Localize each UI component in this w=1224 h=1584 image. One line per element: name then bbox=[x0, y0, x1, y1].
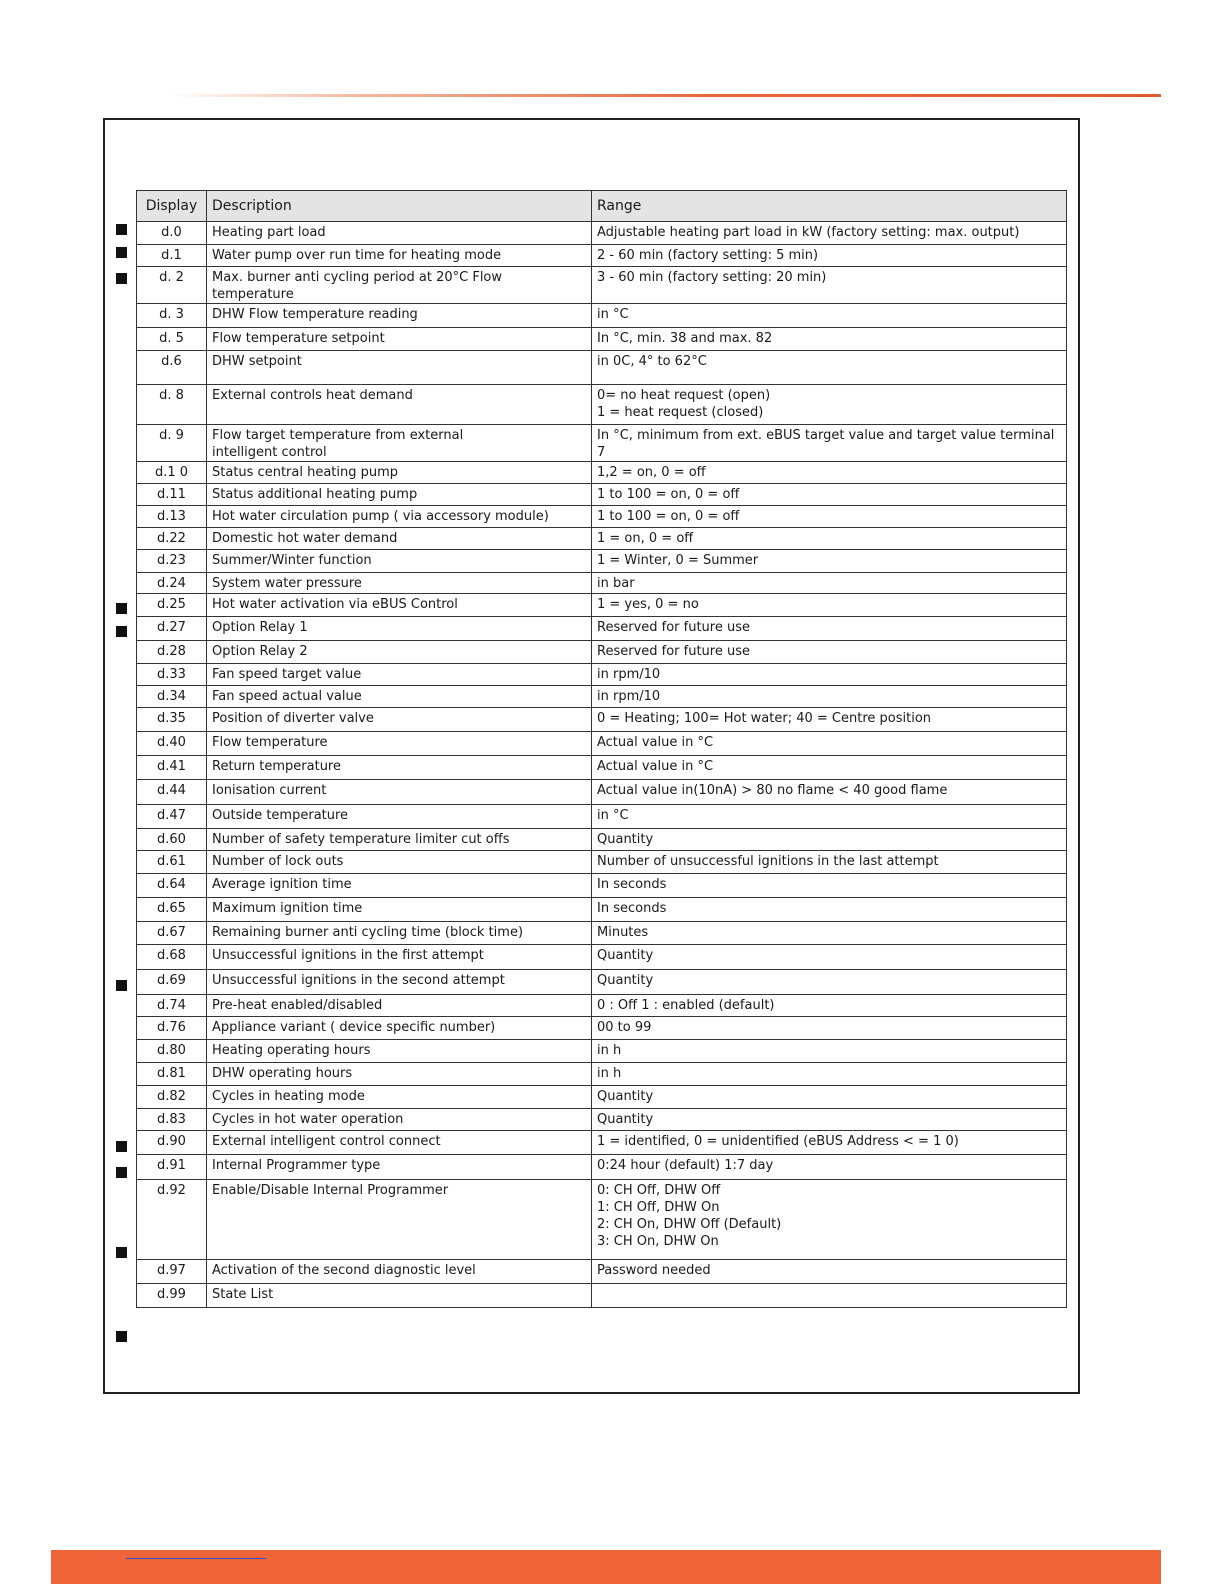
row-range: Reserved for future use bbox=[592, 617, 1067, 641]
row-description: System water pressure bbox=[207, 573, 592, 594]
table-row bbox=[137, 484, 1067, 506]
row-range: 1 = yes, 0 = no bbox=[592, 594, 1067, 617]
row-description: External intelligent control connect bbox=[207, 1131, 592, 1155]
row-range: 1 to 100 = on, 0 = off bbox=[592, 506, 1067, 528]
row-code: d.80 bbox=[137, 1040, 207, 1063]
table-row bbox=[137, 1180, 1067, 1260]
row-description: Max. burner anti cycling period at 20°C Flow temperature bbox=[207, 267, 592, 304]
row-description: Flow temperature bbox=[207, 732, 592, 756]
table-row bbox=[137, 945, 1067, 970]
row-description: Enable/Disable Internal Programmer bbox=[207, 1180, 592, 1260]
row-range: In seconds bbox=[592, 898, 1067, 922]
row-code: d.41 bbox=[137, 756, 207, 780]
row-range: in h bbox=[592, 1063, 1067, 1086]
row-range: 00 to 99 bbox=[592, 1017, 1067, 1040]
row-code: d.44 bbox=[137, 780, 207, 805]
table-row bbox=[137, 528, 1067, 550]
row-code: d.61 bbox=[137, 851, 207, 874]
row-range: 0: CH Off, DHW Off 1: CH Off, DHW On 2: CH On, DHW Off (Default) 3: CH On, DHW On bbox=[592, 1180, 1067, 1260]
table-row bbox=[137, 385, 1067, 425]
row-range: Reserved for future use bbox=[592, 641, 1067, 664]
table-row bbox=[137, 573, 1067, 594]
table-row bbox=[137, 1040, 1067, 1063]
row-code: d.69 bbox=[137, 970, 207, 995]
row-code: d.35 bbox=[137, 708, 207, 732]
table-row bbox=[137, 425, 1067, 462]
row-description: Return temperature bbox=[207, 756, 592, 780]
row-description: Appliance variant ( device specific number) bbox=[207, 1017, 592, 1040]
row-range: Quantity bbox=[592, 1109, 1067, 1131]
row-description: Summer/Winter function bbox=[207, 550, 592, 573]
row-code: d.22 bbox=[137, 528, 207, 550]
row-code: d.99 bbox=[137, 1284, 207, 1308]
marker-square bbox=[116, 1141, 127, 1152]
row-code: d. 8 bbox=[137, 385, 207, 425]
table-row bbox=[137, 898, 1067, 922]
table-row bbox=[137, 1284, 1067, 1308]
row-code: d. 3 bbox=[137, 304, 207, 328]
row-code: d.76 bbox=[137, 1017, 207, 1040]
row-description: Internal Programmer type bbox=[207, 1155, 592, 1180]
row-code: d.65 bbox=[137, 898, 207, 922]
row-range: In °C, min. 38 and max. 82 bbox=[592, 328, 1067, 351]
table-row bbox=[137, 664, 1067, 686]
row-range: 1 = Winter, 0 = Summer bbox=[592, 550, 1067, 573]
table-row bbox=[137, 506, 1067, 528]
footer-bar bbox=[51, 1550, 1161, 1584]
marker-square bbox=[116, 273, 127, 284]
row-range: 1 = on, 0 = off bbox=[592, 528, 1067, 550]
row-description: Flow target temperature from external intelligent control bbox=[207, 425, 592, 462]
row-code: d.90 bbox=[137, 1131, 207, 1155]
table-row bbox=[137, 222, 1067, 245]
row-range: 0 : Off 1 : enabled (default) bbox=[592, 995, 1067, 1017]
footer-link-underline bbox=[126, 1558, 266, 1559]
row-description: Cycles in heating mode bbox=[207, 1086, 592, 1109]
header-range: Range bbox=[592, 191, 1067, 222]
row-code: d.13 bbox=[137, 506, 207, 528]
table-row bbox=[137, 922, 1067, 945]
row-range: 0:24 hour (default) 1:7 day bbox=[592, 1155, 1067, 1180]
row-description: Number of safety temperature limiter cut offs bbox=[207, 829, 592, 851]
marker-square bbox=[116, 224, 127, 235]
row-description: Activation of the second diagnostic level bbox=[207, 1260, 592, 1284]
row-range: Actual value in °C bbox=[592, 732, 1067, 756]
row-range: in h bbox=[592, 1040, 1067, 1063]
row-range: 1 to 100 = on, 0 = off bbox=[592, 484, 1067, 506]
row-description: Outside temperature bbox=[207, 805, 592, 829]
row-description: Average ignition time bbox=[207, 874, 592, 898]
table-row bbox=[137, 1155, 1067, 1180]
row-range: Number of unsuccessful ignitions in the last attempt bbox=[592, 851, 1067, 874]
row-range: 0= no heat request (open) 1 = heat request (closed) bbox=[592, 385, 1067, 425]
table-row bbox=[137, 351, 1067, 385]
row-code: d.47 bbox=[137, 805, 207, 829]
table-row bbox=[137, 1260, 1067, 1284]
row-description: Number of lock outs bbox=[207, 851, 592, 874]
table-row bbox=[137, 1109, 1067, 1131]
table-row bbox=[137, 874, 1067, 898]
row-description: Hot water circulation pump ( via accessory module) bbox=[207, 506, 592, 528]
marker-square bbox=[116, 980, 127, 991]
row-range: 1,2 = on, 0 = off bbox=[592, 462, 1067, 484]
row-description: DHW operating hours bbox=[207, 1063, 592, 1086]
table-row bbox=[137, 1086, 1067, 1109]
row-range: Password needed bbox=[592, 1260, 1067, 1284]
row-code: d.83 bbox=[137, 1109, 207, 1131]
row-range: In seconds bbox=[592, 874, 1067, 898]
table-row bbox=[137, 245, 1067, 267]
table-row bbox=[137, 267, 1067, 304]
row-description: Flow temperature setpoint bbox=[207, 328, 592, 351]
row-code: d.23 bbox=[137, 550, 207, 573]
row-range: in °C bbox=[592, 805, 1067, 829]
row-range: In °C, minimum from ext. eBUS target value and target value terminal 7 bbox=[592, 425, 1067, 462]
row-description: Cycles in hot water operation bbox=[207, 1109, 592, 1131]
row-description: Remaining burner anti cycling time (block time) bbox=[207, 922, 592, 945]
row-code: d. 5 bbox=[137, 328, 207, 351]
row-code: d.34 bbox=[137, 686, 207, 708]
table-row bbox=[137, 1063, 1067, 1086]
row-code: d.33 bbox=[137, 664, 207, 686]
table-row bbox=[137, 708, 1067, 732]
table-row bbox=[137, 780, 1067, 805]
marker-square bbox=[116, 247, 127, 258]
row-code: d. 2 bbox=[137, 267, 207, 304]
row-code: d.67 bbox=[137, 922, 207, 945]
row-description: DHW setpoint bbox=[207, 351, 592, 385]
marker-square bbox=[116, 1247, 127, 1258]
row-description: Domestic hot water demand bbox=[207, 528, 592, 550]
row-range: Quantity bbox=[592, 970, 1067, 995]
row-code: d.1 bbox=[137, 245, 207, 267]
row-range: Adjustable heating part load in kW (factory setting: max. output) bbox=[592, 222, 1067, 245]
row-code: d.92 bbox=[137, 1180, 207, 1260]
row-description: Unsuccessful ignitions in the first attempt bbox=[207, 945, 592, 970]
row-description: Hot water activation via eBUS Control bbox=[207, 594, 592, 617]
row-range: 3 - 60 min (factory setting: 20 min) bbox=[592, 267, 1067, 304]
row-code: d.11 bbox=[137, 484, 207, 506]
header-description: Description bbox=[207, 191, 592, 222]
row-code: d.64 bbox=[137, 874, 207, 898]
row-range: Quantity bbox=[592, 829, 1067, 851]
table-row bbox=[137, 1131, 1067, 1155]
table-row bbox=[137, 829, 1067, 851]
row-code: d.1 0 bbox=[137, 462, 207, 484]
table-row bbox=[137, 617, 1067, 641]
row-range: in rpm/10 bbox=[592, 664, 1067, 686]
row-code: d.6 bbox=[137, 351, 207, 385]
row-description: Heating operating hours bbox=[207, 1040, 592, 1063]
row-code: d.82 bbox=[137, 1086, 207, 1109]
marker-square bbox=[116, 1167, 127, 1178]
row-code: d.68 bbox=[137, 945, 207, 970]
row-code: d.40 bbox=[137, 732, 207, 756]
header-display: Display bbox=[137, 191, 207, 222]
row-description: DHW Flow temperature reading bbox=[207, 304, 592, 328]
marker-square bbox=[116, 1331, 127, 1342]
table-row bbox=[137, 641, 1067, 664]
row-description: Position of diverter valve bbox=[207, 708, 592, 732]
row-description: Water pump over run time for heating mode bbox=[207, 245, 592, 267]
row-description: Maximum ignition time bbox=[207, 898, 592, 922]
table-row bbox=[137, 686, 1067, 708]
marker-square bbox=[116, 603, 127, 614]
row-code: d.28 bbox=[137, 641, 207, 664]
row-description: Option Relay 2 bbox=[207, 641, 592, 664]
row-description: Status central heating pump bbox=[207, 462, 592, 484]
row-range: 1 = identified, 0 = unidentified (eBUS Address < = 1 0) bbox=[592, 1131, 1067, 1155]
row-description: Heating part load bbox=[207, 222, 592, 245]
table-row bbox=[137, 328, 1067, 351]
row-description: Fan speed target value bbox=[207, 664, 592, 686]
row-range bbox=[592, 1284, 1067, 1308]
row-description: Pre-heat enabled/disabled bbox=[207, 995, 592, 1017]
header-accent-rule bbox=[165, 94, 1161, 97]
row-code: d.27 bbox=[137, 617, 207, 641]
table-row bbox=[137, 851, 1067, 874]
row-code: d.91 bbox=[137, 1155, 207, 1180]
row-code: d.97 bbox=[137, 1260, 207, 1284]
table-row bbox=[137, 1017, 1067, 1040]
row-code: d. 9 bbox=[137, 425, 207, 462]
row-range: in rpm/10 bbox=[592, 686, 1067, 708]
table-row bbox=[137, 995, 1067, 1017]
row-code: d.60 bbox=[137, 829, 207, 851]
row-code: d.0 bbox=[137, 222, 207, 245]
table-header-row bbox=[137, 191, 1067, 222]
row-range: in bar bbox=[592, 573, 1067, 594]
table-row bbox=[137, 970, 1067, 995]
row-code: d.24 bbox=[137, 573, 207, 594]
row-code: d.74 bbox=[137, 995, 207, 1017]
marker-square bbox=[116, 626, 127, 637]
row-description: Status additional heating pump bbox=[207, 484, 592, 506]
row-description: Fan speed actual value bbox=[207, 686, 592, 708]
row-description: Option Relay 1 bbox=[207, 617, 592, 641]
row-range: in °C bbox=[592, 304, 1067, 328]
row-description: State List bbox=[207, 1284, 592, 1308]
table-row bbox=[137, 732, 1067, 756]
table-row bbox=[137, 805, 1067, 829]
row-range: Quantity bbox=[592, 945, 1067, 970]
row-range: Quantity bbox=[592, 1086, 1067, 1109]
row-range: 0 = Heating; 100= Hot water; 40 = Centre position bbox=[592, 708, 1067, 732]
table-row bbox=[137, 756, 1067, 780]
row-range: Minutes bbox=[592, 922, 1067, 945]
table-row bbox=[137, 550, 1067, 573]
row-code: d.81 bbox=[137, 1063, 207, 1086]
row-code: d.25 bbox=[137, 594, 207, 617]
row-range: Actual value in(10nA) > 80 no flame < 40 good flame bbox=[592, 780, 1067, 805]
table-row bbox=[137, 462, 1067, 484]
table-row bbox=[137, 304, 1067, 328]
diagnostic-codes-table bbox=[136, 190, 1067, 1308]
row-range: Actual value in °C bbox=[592, 756, 1067, 780]
row-range: in 0C, 4° to 62°C bbox=[592, 351, 1067, 385]
row-range: 2 - 60 min (factory setting: 5 min) bbox=[592, 245, 1067, 267]
row-description: External controls heat demand bbox=[207, 385, 592, 425]
row-description: Ionisation current bbox=[207, 780, 592, 805]
table-row bbox=[137, 594, 1067, 617]
row-description: Unsuccessful ignitions in the second attempt bbox=[207, 970, 592, 995]
